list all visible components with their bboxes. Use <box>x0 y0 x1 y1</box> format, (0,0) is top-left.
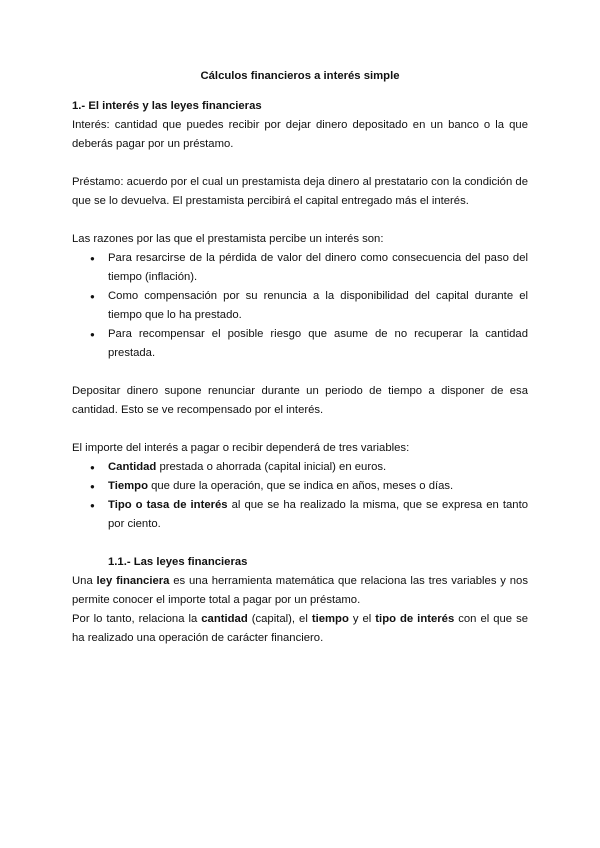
paragraph-interes: Interés: cantidad que puedes recibir por dejar dinero depositado en un banco o la que deberás pagar por un préstamo. <box>72 119 528 150</box>
paragraph-ley-financiera <box>72 572 528 610</box>
spacer <box>72 534 528 553</box>
spacer <box>72 420 528 439</box>
list-item <box>108 477 528 496</box>
text-run: con el que se ha realizado una operación de carácter financiero. <box>72 613 529 644</box>
list-item: ● Para resarcirse de la pérdida de valor del dinero como consecuencia del paso del tiempo (inflación). <box>108 249 528 287</box>
variables-list <box>72 458 528 534</box>
variable-term: Cantidad <box>108 461 157 473</box>
variable-description: prestada o ahorrada (capital inicial) en euros. <box>156 461 387 473</box>
list-item <box>108 496 528 534</box>
text-run: (capital), el <box>247 613 312 625</box>
bold-term: cantidad <box>201 613 248 625</box>
text-run: Una <box>72 575 97 587</box>
paragraph-prestamo: Préstamo: acuerdo por el cual un prestamista deja dinero al prestatario con la condición de que se lo devuelva. El prestamista percibirá el capital entregado más el interés. <box>72 176 528 207</box>
variable-description: al que se ha realizado la misma, que se expresa en tanto por ciento. <box>108 499 528 530</box>
document-title: Cálculos financieros a interés simple <box>200 70 400 82</box>
text-run: y el <box>348 613 376 625</box>
spacer <box>72 211 528 230</box>
spacer <box>72 363 528 382</box>
list-item: ● Como compensación por su renuncia a la disponibilidad del capital durante el tiempo que lo ha prestado. <box>108 287 528 325</box>
variable-term: Tipo o tasa de interés <box>108 499 228 511</box>
variable-description: que dure la operación, que se indica en años, meses o días. <box>147 480 454 492</box>
text-run: Por lo tanto, relaciona la <box>72 613 202 625</box>
spacer <box>72 154 528 173</box>
variable-term: Tiempo <box>108 480 148 492</box>
bold-term: tipo de interés <box>375 613 455 625</box>
list-item <box>108 458 528 477</box>
bold-term: tiempo <box>311 613 349 625</box>
bold-term: ley financiera <box>96 575 170 587</box>
paragraph-importe: El importe del interés a pagar o recibir dependerá de tres variables: <box>72 442 410 454</box>
razones-list <box>72 249 528 363</box>
paragraph-depositar: Depositar dinero supone renunciar durante un periodo de tiempo a disponer de esa cantidad. Esto se ve recompensado por el interés. <box>72 385 528 416</box>
section-heading-1-1: 1.1.- Las leyes financieras <box>108 556 248 568</box>
paragraph-razones: Las razones por las que el prestamista percibe un interés son: <box>72 233 384 245</box>
section-heading-1: 1.- El interés y las leyes financieras <box>72 100 262 112</box>
paragraph-relaciona <box>72 610 528 648</box>
list-item: ● Para recompensar el posible riesgo que asume de no recuperar la cantidad prestada. <box>108 325 528 363</box>
text-run: es una herramienta matemática que relaciona las tres variables y nos permite conocer el importe total a pagar por un préstamo. <box>72 575 528 606</box>
